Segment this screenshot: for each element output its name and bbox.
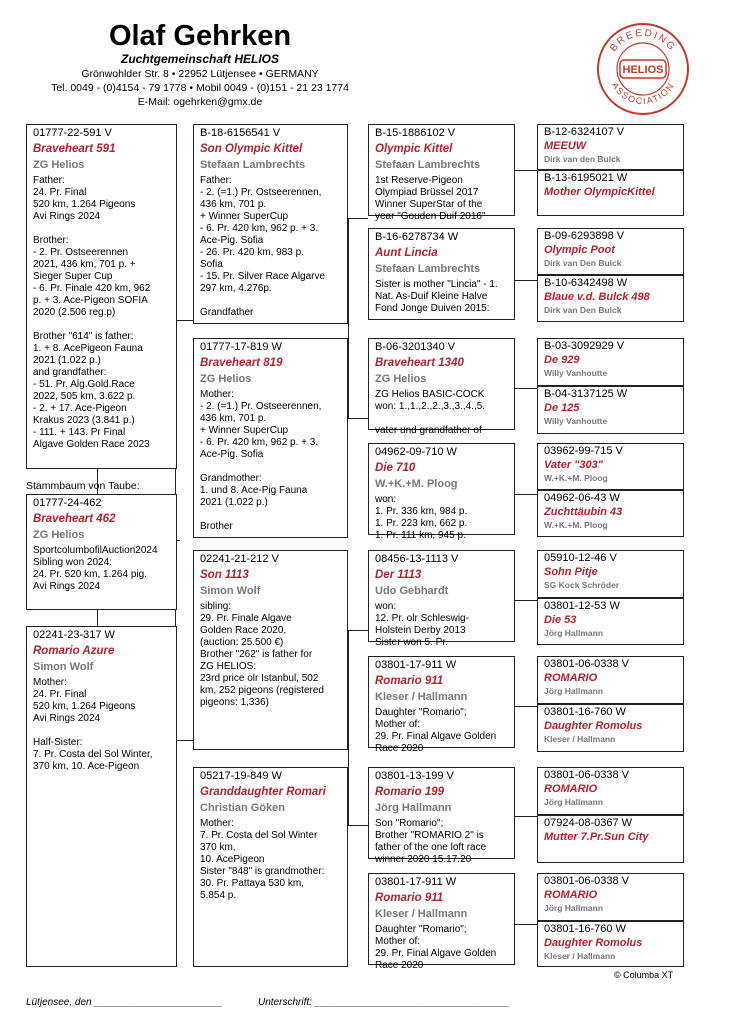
connector — [97, 610, 98, 626]
breeder-owner: Jörg Hallmann — [544, 797, 604, 807]
copyright-text: © Columba XT — [614, 970, 674, 980]
breeder-name: Olaf Gehrken — [108, 20, 292, 52]
breeder-owner: Simon Wolf — [200, 585, 261, 597]
pigeon-info: Mother: - 2. (=1.) Pr. Ostseerennen, 436 km, 701 p. + Winner SuperCup - 6. Pr. 420 km, 962 p. + 3. Ace-Pig. Sofia Grandmother: 1. und 8. Ace-Pig Fauna 2021 (1.022 p.) Brother — [200, 389, 322, 532]
pedigree-box-gen2 — [193, 550, 348, 750]
pigeon-name: Sohn Pitje — [544, 566, 598, 578]
breeder-owner: Dirk van Den Bulck — [544, 258, 622, 268]
pigeon-name: Romario 911 — [375, 892, 444, 904]
ring-number: 03801-06-0338 V — [544, 658, 630, 670]
pigeon-info: Mother: 7. Pr. Costa del Sol Winter 370 km, 10. AcePigeon Sister "848" is grandmother: 30. Pr. Pattaya 530 km, 5.854 p. — [200, 818, 325, 901]
pedigree-box-dam — [26, 626, 177, 967]
breeder-owner: Jörg Hallmann — [544, 903, 604, 913]
breeder-subtitle: Zuchtgemeinschaft HELIOS — [120, 52, 280, 66]
pigeon-info: Father: - 2. (=1.) Pr. Ostseerennen, 436 km, 701 p. + Winner SuperCup - 6. Pr. 420 km, 962 p. + 3. Ace-Pig. Sofia - 26. Pr. 420 km, 983 p. Sofia - 15. Pr. Silver Race Algarve 297 km, 4.276p. Grandfather — [200, 175, 326, 318]
seal-center-text: HELIOS — [622, 64, 664, 76]
pigeon-name: Vater "303" — [544, 459, 603, 471]
pigeon-name: Mutter 7.Pr.Sun City — [544, 831, 649, 843]
breeder-owner: Willy Vanhoutte — [544, 416, 608, 426]
pigeon-name: De 929 — [544, 354, 580, 366]
pigeon-name: Braveheart 819 — [200, 357, 283, 369]
pedigree-box-gen4 — [537, 767, 684, 815]
pedigree-box-gen3 — [368, 443, 515, 541]
signature-line: Unterschrift: ___________________________________ — [258, 997, 510, 1008]
connector — [348, 418, 368, 419]
pigeon-name: Braveheart 462 — [33, 513, 116, 525]
ring-number: 05217-19-849 W — [200, 770, 282, 782]
pigeon-info: Son "Romario"; Brother "ROMARIO 2" is father of the one loft race winner 2020 15.17.20 — [375, 818, 487, 865]
ring-number: B-12-6324107 V — [544, 126, 625, 138]
pigeon-name: Die 710 — [375, 462, 416, 474]
connector — [515, 280, 537, 281]
pedigree-box-gen3 — [368, 338, 515, 436]
breeder-owner: Kleser / Hallmann — [544, 734, 616, 744]
pigeon-info: sibling: 29. Pr. Finale Algave Golden Race 2020, (auction: 25.500 €) Brother "262" is father for ZG HELIOS: 23rd price olr Istanbul, 502 km, 252 pigeons (registered pigeons: 1,336) — [200, 601, 324, 708]
ring-number: 04962-06-43 W — [544, 492, 620, 504]
pedigree-box-gen4 — [537, 921, 684, 967]
pigeon-name: Blaue v.d. Bulck 498 — [544, 291, 650, 303]
pigeon-name: Die 53 — [544, 614, 577, 626]
pigeon-info: won: 1. Pr. 336 km, 984 p. 1. Pr. 223 km, 662 p. 1. Pr. 111 km, 945 p. — [375, 494, 468, 541]
ring-number: 05910-12-46 V — [544, 552, 617, 564]
ring-number: B-13-6195021 W — [544, 172, 628, 184]
ring-number: B-15-1886102 V — [375, 127, 456, 139]
pedigree-box-gen4 — [537, 490, 684, 537]
breeder-owner: Kleser / Hallmann — [375, 908, 468, 920]
breeder-owner: Christian Göken — [200, 802, 285, 814]
pedigree-box-gen4 — [537, 443, 684, 490]
breeder-owner: SG Kock Schröder — [544, 580, 620, 590]
pigeon-info: Father: 24. Pr. Final 520 km, 1.264 Pigeons Avi Rings 2024 Brother: - 2. Pr. Ostseerennen 2021, 436 km, 701 p. + Sieger Super Cup - 6. Pr. Finale 420 km, 962 p. + 3. Ace-Pigeon SOFIA 2020 (2.506 reg.p) Brother "614" is father: 1. + 8. AcePigeon Fauna 2021 (1.022 p.) and grandfather: - 51. Pr. Alg.Gold.Race 2022, 505 km, 3.622 p. - 2. + 17. Ace-Pigeon Krakus 2023 (3.841 p.) - 111. + 143. Pr Final Algave Golden Race 2023 — [33, 175, 151, 450]
pigeon-name: Son Olympic Kittel — [200, 143, 303, 155]
pigeon-name: Der 1113 — [375, 569, 422, 581]
seal-top-text: BREEDING — [608, 27, 678, 54]
pigeon-name: ROMARIO — [544, 672, 598, 684]
stammbaum-label: Stammbaum von Taube: — [26, 480, 140, 492]
ring-number: B-06-3201340 V — [375, 341, 456, 353]
breeder-owner: Jörg Hallmann — [544, 686, 604, 696]
pedigree-box-gen4 — [537, 338, 684, 386]
ring-number: 01777-24-462 — [33, 497, 102, 509]
connector — [515, 924, 537, 925]
ring-number: B-18-6156541 V — [200, 127, 281, 139]
pedigree-box-gen4 — [537, 275, 684, 322]
breeder-owner: ZG Helios — [33, 529, 85, 541]
pigeon-name: ROMARIO — [544, 889, 598, 901]
breeder-owner: Simon Wolf — [33, 661, 94, 673]
pedigree-box-gen4 — [537, 170, 684, 216]
breeder-email: E-Mail: ogehrken@gmx.de — [137, 96, 263, 108]
ring-number: B-09-6293898 V — [544, 230, 625, 242]
pigeon-name: Mother OlympicKittel — [544, 186, 655, 198]
pigeon-info: 1st Reserve-Pigeon Olympiad Brüssel 2017 Winner SuperStar of the year "Gouden Duif 2016" — [375, 175, 486, 222]
ring-number: 01777-17-819 W — [200, 341, 282, 353]
pigeon-info: Mother: 24. Pr. Final 520 km, 1.264 Pigeons Avi Rings 2024 Half-Sister: 7. Pr. Costa del Sol Winter, 370 km, 10. Ace-Pigeon — [33, 677, 153, 772]
seal-bottom-text: ASSOCIATION — [609, 80, 677, 107]
pedigree-box-gen4 — [537, 598, 684, 645]
pigeon-name: Granddaughter Romari — [200, 786, 326, 798]
breeder-owner: W.+K.+M. Ploog — [544, 520, 608, 530]
breeder-owner: Jörg Hallmann — [544, 628, 604, 638]
helios-seal-logo — [596, 22, 690, 116]
pigeon-name: Olympic Kittel — [375, 143, 453, 155]
ring-number: 08456-13-1113 V — [375, 553, 459, 565]
pigeon-info: Sister is mother "Lincia" - 1. Nat. As-Duif Kleine Halve Fond Jonge Duiven 2015: — [375, 279, 498, 314]
breeder-owner: Stefaan Lambrechts — [375, 159, 481, 171]
pedigree-box-gen4 — [537, 873, 684, 921]
ring-number: 02241-21-212 V — [200, 553, 279, 565]
pedigree-box-gen3 — [368, 873, 515, 971]
pigeon-name: Braveheart 591 — [33, 143, 116, 155]
pigeon-name: De 125 — [544, 402, 580, 414]
pigeon-info: won: 12. Pr. olr Schleswig- Holstein Derby 2013 Sister won 5. Pr. — [375, 601, 469, 648]
pigeon-name: Romario 199 — [375, 786, 445, 798]
pedigree-box-gen3 — [368, 550, 515, 648]
pigeon-name: Zuchttäubin 43 — [544, 506, 623, 518]
connector — [175, 320, 193, 321]
pedigree-box-gen4 — [537, 704, 684, 752]
ring-number: B-03-3092929 V — [544, 340, 625, 352]
ring-number: 03801-16-760 W — [544, 923, 626, 935]
ring-number: 03962-99-715 V — [544, 445, 623, 457]
pigeon-name: Romario 911 — [375, 675, 444, 687]
pedigree-box-subject — [26, 494, 177, 610]
pigeon-name: Olympic Poot — [544, 244, 615, 256]
ring-number: 03801-17-911 W — [375, 659, 457, 671]
pedigree-box-gen4 — [537, 124, 684, 170]
pedigree-box-gen2 — [193, 338, 348, 538]
ring-number: 02241-23-317 W — [33, 629, 115, 641]
ring-number: B-16-6278734 W — [375, 231, 459, 243]
ring-number: 07924-08-0367 W — [544, 817, 633, 829]
pedigree-box-gen4 — [537, 656, 684, 704]
pigeon-info: Daughter "Romario"; Mother of: 29. Pr. Final Algave Golden Race 2020 — [375, 707, 497, 754]
pedigree-box-gen4 — [537, 386, 684, 434]
pigeon-name: Daughter Romolus — [544, 720, 643, 732]
pigeon-name: MEEUW — [544, 140, 587, 152]
breeder-owner: Dirk van Den Bulck — [544, 305, 622, 315]
pigeon-name: Aunt Lincia — [375, 247, 438, 259]
pigeon-info: Daughter "Romario"; Mother of: 29. Pr. Final Algave Golden Race 2020 — [375, 924, 497, 971]
connector — [348, 218, 368, 219]
breeder-owner: Dirk van den Bulck — [544, 154, 621, 164]
pigeon-info: SportcolumbofilAuction2024 Sibling won 2024: 24. Pr. 520 km, 1.264 pig. Avi Rings 2024 — [33, 545, 158, 592]
connector — [515, 706, 537, 707]
pigeon-info: ZG Helios BASIC-COCK won: 1.,1.,2.,2.,3.,3.,4.,5. vater und grandfather of — [375, 389, 486, 436]
pigeon-name: Romario Azure — [33, 645, 115, 657]
ring-number: 03801-06-0338 V — [544, 769, 630, 781]
connector — [348, 825, 368, 826]
pedigree-box-gen3 — [368, 228, 515, 320]
pedigree-box-gen2 — [193, 124, 348, 324]
ring-number: 01777-22-591 V — [33, 127, 112, 139]
pedigree-box-gen2 — [193, 767, 348, 967]
connector — [515, 494, 537, 495]
ring-number: 03801-06-0338 V — [544, 875, 630, 887]
breeder-owner: W.+K.+M. Ploog — [375, 478, 458, 490]
breeder-owner: Stefaan Lambrechts — [375, 263, 481, 275]
ring-number: 03801-12-53 W — [544, 600, 620, 612]
connector — [515, 388, 537, 389]
pedigree-box-gen4 — [537, 815, 684, 863]
breeder-owner: Kleser / Hallmann — [544, 951, 616, 961]
ring-number: 03801-16-760 W — [544, 706, 626, 718]
breeder-address: Grönwohlder Str. 8 • 22952 Lütjensee • GERMANY — [81, 68, 319, 80]
breeder-owner: Udo Gebhardt — [375, 585, 449, 597]
ring-number: 03801-13-199 V — [375, 770, 454, 782]
connector — [515, 816, 537, 817]
ring-number: B-10-6342498 W — [544, 277, 628, 289]
pigeon-name: Braveheart 1340 — [375, 357, 464, 369]
connector — [515, 600, 537, 601]
pigeon-name: ROMARIO — [544, 783, 598, 795]
pedigree-box-gen3 — [368, 124, 515, 222]
breeder-owner: Kleser / Hallmann — [375, 691, 468, 703]
connector — [515, 170, 537, 171]
svg-text:ASSOCIATION — [610, 80, 676, 106]
breeder-owner: W.+K.+M. Ploog — [544, 473, 608, 483]
pigeon-name: Son 1113 — [200, 569, 249, 581]
connector — [348, 630, 368, 631]
breeder-phone: Tel. 0049 - (0)4154 - 79 1778 • Mobil 0049 - (0)151 - 21 23 1774 — [51, 82, 349, 94]
place-date-line: Lütjensee, den _______________________ — [26, 997, 223, 1008]
pedigree-box-gen4 — [537, 228, 684, 275]
connector — [348, 218, 349, 418]
pedigree-box-gen3 — [368, 656, 515, 754]
connector — [348, 630, 349, 825]
ring-number: 03801-17-911 W — [375, 876, 457, 888]
pedigree-box-sire — [26, 124, 177, 469]
connector — [175, 740, 193, 741]
pedigree-box-gen4 — [537, 550, 684, 598]
breeder-owner: Jörg Hallmann — [375, 802, 452, 814]
breeder-owner: Willy Vanhoutte — [544, 368, 608, 378]
pedigree-box-gen3 — [368, 767, 515, 865]
ring-number: B-04-3137125 W — [544, 388, 628, 400]
pigeon-name: Daughter Romolus — [544, 937, 643, 949]
breeder-owner: ZG Helios — [33, 159, 85, 171]
breeder-owner: ZG Helios — [200, 373, 252, 385]
ring-number: 04962-09-710 W — [375, 446, 457, 458]
breeder-owner: Stefaan Lambrechts — [200, 159, 306, 171]
breeder-owner: ZG Helios — [375, 373, 427, 385]
